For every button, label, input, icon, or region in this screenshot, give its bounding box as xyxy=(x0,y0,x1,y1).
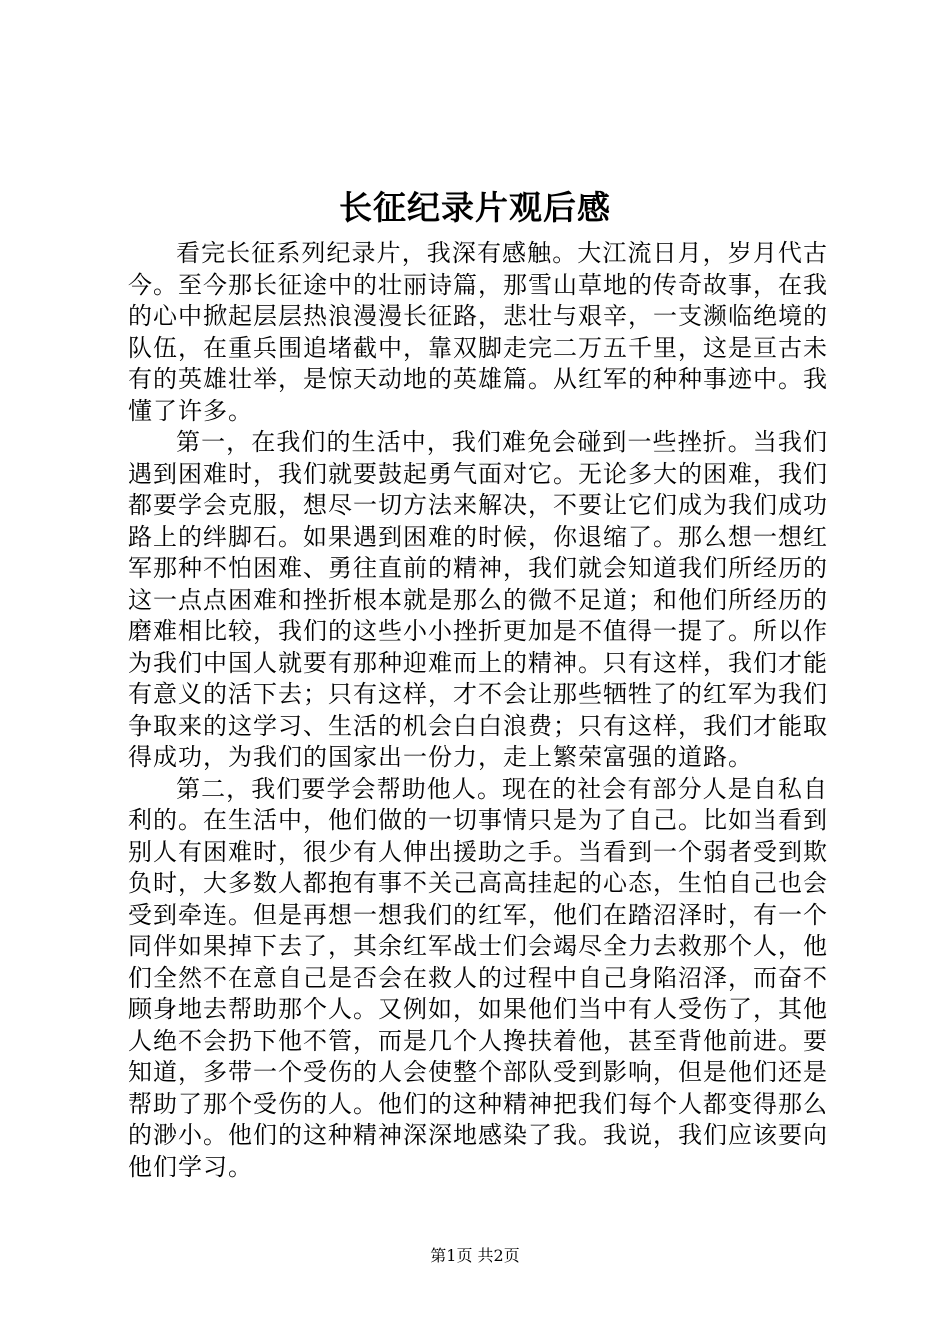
document-body xyxy=(128,238,828,1183)
paragraph-2: 第一，在我们的生活中，我们难免会碰到一些挫折。当我们遇到困难时，我们就要鼓起勇气面对它。无论多大的困难，我们都要学会克服，想尽一切方法来解决，不要让它们成为我们成功路上的绊脚石。如果遇到困难的时候，你退缩了。那么想一想红军那种不怕困难、勇往直前的精神，我们就会知道我们所经历的这一点点困难和挫折根本就是那么的微不足道；和他们所经历的磨难相比较，我们的这些小小挫折更加是不值得一提了。所以作为我们中国人就要有那种迎难而上的精神。只有这样，我们才能有意义的活下去；只有这样，才不会让那些牺牲了的红军为我们争取来的这学习、生活的机会白白浪费；只有这样，我们才能取得成功，为我们的国家出一份力，走上繁荣富强的道路。 xyxy=(128,428,828,771)
paragraph-3: 第二，我们要学会帮助他人。现在的社会有部分人是自私自利的。在生活中，他们做的一切事情只是为了自己。比如当看到别人有困难时，很少有人伸出援助之手。当看到一个弱者受到欺负时，大多数人都抱有事不关己高高挂起的心态，生怕自己也会受到牵连。但是再想一想我们的红军，他们在踏沼泽时，有一个同伴如果掉下去了，其余红军战士们会竭尽全力去救那个人，他们全然不在意自己是否会在救人的过程中自己身陷沼泽，而奋不顾身地去帮助那个人。又例如，如果他们当中有人受伤了，其他人绝不会扔下他不管，而是几个人搀扶着他，甚至背他前进。要知道，多带一个受伤的人会使整个部队受到影响，但是他们还是帮助了那个受伤的人。他们的这种精神把我们每个人都变得那么的渺小。他们的这种精神深深地感染了我。我说，我们应该要向他们学习。 xyxy=(128,774,828,1181)
page-footer: 第1页 共2页 xyxy=(430,1246,520,1265)
document-title: 长征纪录片观后感 xyxy=(339,188,611,227)
paragraph-1: 看完长征系列纪录片，我深有感触。大江流日月，岁月代古今。至今那长征途中的壮丽诗篇，那雪山草地的传奇故事，在我的心中掀起层层热浪漫漫长征路，悲壮与艰辛，一支濒临绝境的队伍，在重兵围追堵截中，靠双脚走完二万五千里，这是亘古未有的英雄壮举，是惊天动地的英雄篇。从红军的种种事迹中。我懂了许多。 xyxy=(128,239,828,425)
